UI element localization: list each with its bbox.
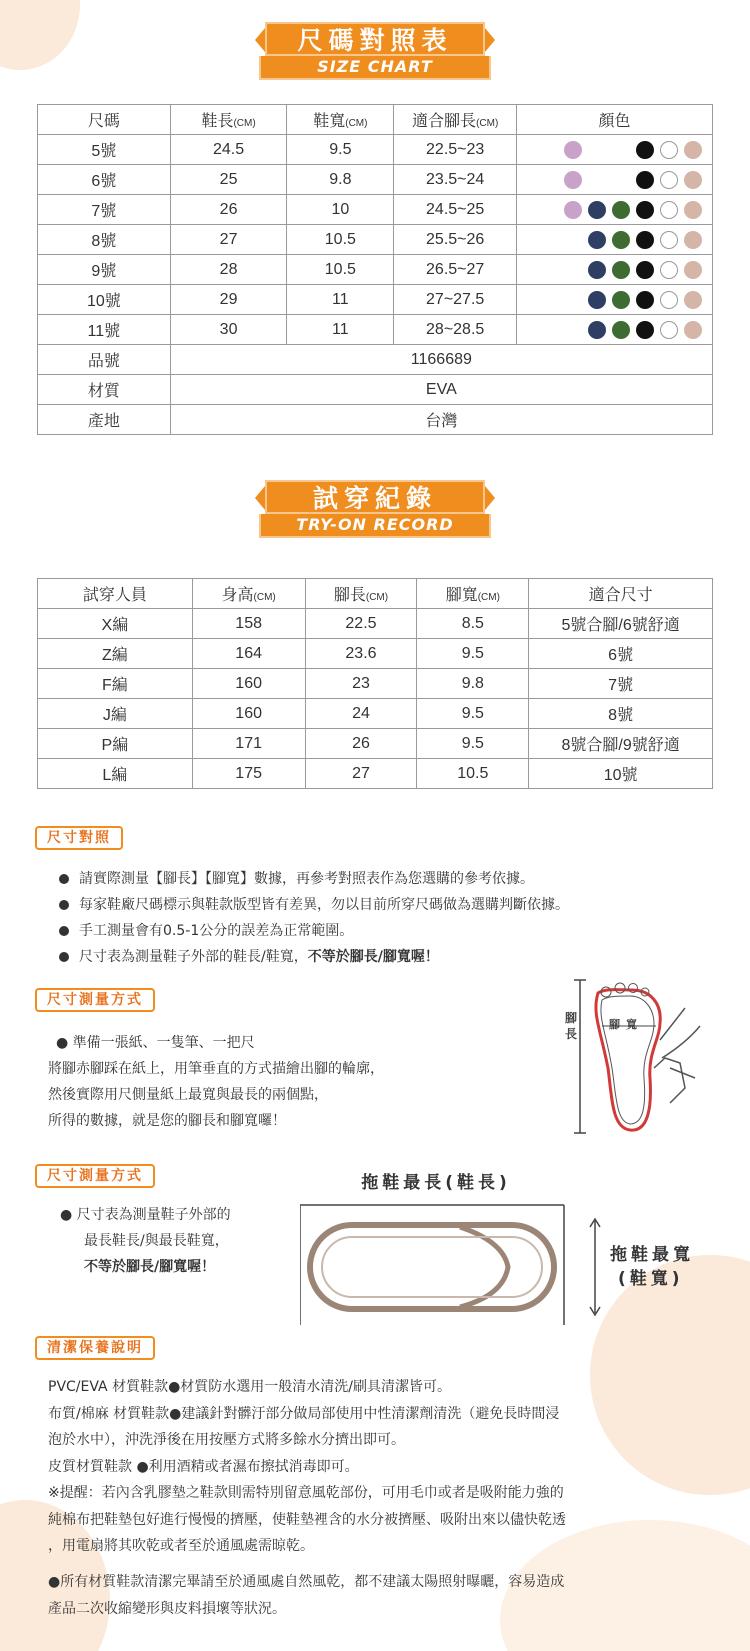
color-swatch — [660, 141, 678, 159]
size-cell-size: 9號 — [38, 255, 171, 285]
color-swatch — [636, 291, 654, 309]
tryon-header-2: 腳長(CM) — [305, 579, 417, 609]
care-tag: 清潔保養說明 — [35, 1336, 155, 1360]
info-value: 台灣 — [170, 405, 712, 435]
size-header-3: 適合腳長(CM) — [394, 105, 517, 135]
color-swatches — [517, 285, 713, 315]
color-swatch — [564, 141, 582, 159]
table-row — [38, 609, 713, 639]
measure1-line-2: 將腳赤腳踩在紙上，用筆垂直的方式描繪出腳的輪廓， — [48, 1061, 384, 1077]
size-chart-subtitle: SIZE CHART — [259, 56, 491, 80]
table-row — [38, 699, 713, 729]
list-item: 手工測量會有0.5-1公分的誤差為正常範圍。 — [55, 918, 715, 944]
size-chart-banner — [259, 22, 491, 84]
size-header-1: 鞋長(CM) — [170, 105, 287, 135]
color-swatch — [684, 321, 702, 339]
color-swatches — [517, 225, 713, 255]
info-label: 材質 — [38, 375, 171, 405]
color-swatches — [517, 195, 713, 225]
size-cell-foot: 28~28.5 — [394, 315, 517, 345]
size-cell-foot: 22.5~23 — [394, 135, 517, 165]
table-row — [38, 315, 713, 345]
color-swatch — [636, 141, 654, 159]
table-row — [38, 195, 713, 225]
tryon-cell-height: 171 — [192, 729, 305, 759]
color-swatch — [684, 201, 702, 219]
tryon-cell-height: 158 — [192, 609, 305, 639]
tryon-header-4: 適合尺寸 — [529, 579, 713, 609]
color-swatch — [588, 201, 606, 219]
color-swatch — [612, 321, 630, 339]
list-item: 尺寸表為測量鞋子外部的鞋長/鞋寬，不等於腳長/腳寬喔！ — [55, 944, 715, 970]
tryon-cell-foot_width: 9.5 — [417, 699, 529, 729]
slipper-width-label-1: 拖鞋最寬 — [610, 1245, 694, 1265]
size-cell-width: 9.8 — [287, 165, 394, 195]
color-swatch — [660, 321, 678, 339]
tryon-cell-foot_length: 27 — [305, 759, 417, 789]
color-swatch — [612, 291, 630, 309]
care-line: 純棉布把鞋墊包好進行慢慢的擠壓，使鞋墊裡含的水分被擠壓、吸附出來以儘快乾透 — [48, 1511, 566, 1528]
tryon-cell-person: P編 — [38, 729, 193, 759]
info-value: EVA — [170, 375, 712, 405]
size-cell-width: 11 — [287, 285, 394, 315]
color-swatch — [588, 231, 606, 249]
color-swatch — [684, 141, 702, 159]
table-row — [38, 285, 713, 315]
size-cell-width: 10.5 — [287, 255, 394, 285]
color-swatch — [684, 171, 702, 189]
tryon-header-3: 腳寬(CM) — [417, 579, 529, 609]
measure1-tag: 尺寸測量方式 — [35, 988, 155, 1012]
tryon-cell-height: 160 — [192, 699, 305, 729]
size-cell-width: 10.5 — [287, 225, 394, 255]
size-chart-title: 尺碼對照表 — [297, 26, 453, 55]
foot-width-label: 腳寬 — [609, 1018, 643, 1031]
tryon-cell-foot_width: 9.8 — [417, 669, 529, 699]
color-swatch — [612, 231, 630, 249]
info-row — [38, 345, 713, 375]
tryon-cell-person: Z編 — [38, 639, 193, 669]
size-chart-table — [37, 104, 713, 435]
tryon-cell-foot_length: 23.6 — [305, 639, 417, 669]
size-cell-foot: 25.5~26 — [394, 225, 517, 255]
size-cell-width: 10 — [287, 195, 394, 225]
size-cell-foot: 24.5~25 — [394, 195, 517, 225]
tryon-cell-fit: 8號合腳/9號舒適 — [529, 729, 713, 759]
info-row — [38, 375, 713, 405]
color-swatch — [564, 201, 582, 219]
size-cell-length: 25 — [170, 165, 287, 195]
color-swatch — [636, 231, 654, 249]
size-header-2: 鞋寬(CM) — [287, 105, 394, 135]
size-cell-width: 9.5 — [287, 135, 394, 165]
color-swatch — [684, 261, 702, 279]
tryon-header-0: 試穿人員 — [38, 579, 193, 609]
color-swatch — [588, 291, 606, 309]
color-swatch — [612, 201, 630, 219]
color-swatch — [636, 321, 654, 339]
color-swatch — [684, 231, 702, 249]
color-swatch — [612, 261, 630, 279]
tryon-cell-foot_length: 23 — [305, 669, 417, 699]
care-final-line: ●所有材質鞋款清潔完畢請至於通風處自然風乾，都不建議太陽照射曝曬，容易造成 — [48, 1574, 565, 1590]
tryon-cell-foot_width: 9.5 — [417, 639, 529, 669]
color-swatch — [660, 291, 678, 309]
measure1-line-3: 然後實際用尺側量紙上最寬與最長的兩個點， — [48, 1087, 328, 1103]
color-swatches — [517, 135, 713, 165]
color-swatch — [588, 261, 606, 279]
tryon-title: 試穿紀錄 — [312, 484, 437, 513]
size-header-4: 顏色 — [517, 105, 713, 135]
table-row — [38, 165, 713, 195]
color-swatch — [636, 261, 654, 279]
decor-blob-top-left — [0, 0, 80, 70]
tryon-cell-person: J編 — [38, 699, 193, 729]
color-swatch — [588, 321, 606, 339]
tryon-cell-person: X編 — [38, 609, 193, 639]
tryon-cell-height: 164 — [192, 639, 305, 669]
table-row — [38, 639, 713, 669]
info-row — [38, 405, 713, 435]
tryon-header-1: 身高(CM) — [192, 579, 305, 609]
tryon-cell-foot_length: 22.5 — [305, 609, 417, 639]
table-row — [38, 255, 713, 285]
size-notes-tag: 尺寸對照 — [35, 826, 123, 850]
slipper-length-label: 拖鞋最長(鞋長) — [338, 1170, 534, 1196]
size-cell-size: 6號 — [38, 165, 171, 195]
color-swatch — [684, 291, 702, 309]
measure1-line-1: ● 準備一張紙、一隻筆、一把尺 — [48, 1030, 528, 1056]
tryon-cell-foot_width: 9.5 — [417, 729, 529, 759]
color-swatch — [564, 171, 582, 189]
size-cell-length: 28 — [170, 255, 287, 285]
info-label: 品號 — [38, 345, 171, 375]
care-line: 皮質材質鞋款 ●利用酒精或者濕布擦拭消毒即可。 — [48, 1458, 359, 1475]
color-swatch — [660, 261, 678, 279]
size-cell-length: 29 — [170, 285, 287, 315]
measure1-text — [48, 1030, 528, 1134]
table-row — [38, 225, 713, 255]
measure2-text — [60, 1202, 300, 1280]
tryon-cell-foot_width: 10.5 — [417, 759, 529, 789]
tryon-cell-person: L編 — [38, 759, 193, 789]
foot-outline-illustration — [520, 968, 720, 1148]
foot-length-label: 腳長 — [565, 1011, 578, 1041]
care-text — [48, 1374, 718, 1560]
care-line: 泡於水中），沖洗淨後在用按壓方式將多餘水分擠出即可。 — [48, 1432, 405, 1448]
color-swatches — [517, 255, 713, 285]
tryon-cell-fit: 8號 — [529, 699, 713, 729]
care-final-line: 產品二次收縮變形與皮料損壞等狀況。 — [48, 1600, 286, 1617]
tryon-cell-height: 160 — [192, 669, 305, 699]
size-cell-size: 8號 — [38, 225, 171, 255]
tryon-cell-fit: 7號 — [529, 669, 713, 699]
measure2-line-1: ● 尺寸表為測量鞋子外部的 — [60, 1202, 300, 1228]
table-row — [38, 669, 713, 699]
size-cell-length: 24.5 — [170, 135, 287, 165]
size-cell-length: 30 — [170, 315, 287, 345]
size-cell-size: 7號 — [38, 195, 171, 225]
tryon-cell-height: 175 — [192, 759, 305, 789]
care-line: ，用電扇將其吹乾或者至於通風處需晾乾。 — [48, 1538, 314, 1554]
size-notes-list — [55, 866, 715, 970]
tryon-banner — [259, 480, 491, 542]
color-swatches — [517, 315, 713, 345]
tryon-subtitle: TRY-ON RECORD — [259, 514, 491, 538]
slipper-width-label-2: (鞋寬) — [618, 1269, 684, 1289]
care-line: 布質/棉麻 材質鞋款●建議針對髒汙部分做局部使用中性清潔劑清洗（避免長時間浸 — [48, 1405, 560, 1422]
info-value: 1166689 — [170, 345, 712, 375]
tryon-cell-foot_width: 8.5 — [417, 609, 529, 639]
tryon-table — [37, 578, 713, 789]
color-swatches — [517, 165, 713, 195]
tryon-cell-fit: 10號 — [529, 759, 713, 789]
size-cell-size: 5號 — [38, 135, 171, 165]
color-swatch — [660, 231, 678, 249]
care-line: PVC/EVA 材質鞋款●材質防水選用一般清水清洗/刷具清潔皆可。 — [48, 1379, 451, 1395]
slipper-illustration — [300, 1175, 620, 1325]
tryon-cell-person: F編 — [38, 669, 193, 699]
size-cell-width: 11 — [287, 315, 394, 345]
table-row — [38, 759, 713, 789]
size-cell-size: 10號 — [38, 285, 171, 315]
care-line: ※提醒：若內含乳膠墊之鞋款則需特別留意風乾部份，可用毛巾或者是吸附能力強的 — [48, 1485, 564, 1501]
size-cell-size: 11號 — [38, 315, 171, 345]
color-swatch — [660, 171, 678, 189]
size-cell-foot: 27~27.5 — [394, 285, 517, 315]
info-label: 產地 — [38, 405, 171, 435]
tryon-cell-foot_length: 26 — [305, 729, 417, 759]
measure2-line-3: 不等於腳長/腳寬喔！ — [84, 1259, 216, 1275]
table-row — [38, 729, 713, 759]
measure1-line-4: 所得的數據，就是您的腳長和腳寬囉！ — [48, 1113, 286, 1129]
size-cell-foot: 23.5~24 — [394, 165, 517, 195]
color-swatch — [636, 201, 654, 219]
size-header-0: 尺碼 — [38, 105, 171, 135]
measure2-tag: 尺寸測量方式 — [35, 1164, 155, 1188]
size-cell-length: 27 — [170, 225, 287, 255]
measure2-line-2: 最長鞋長/與最長鞋寬， — [84, 1233, 229, 1249]
list-item: 每家鞋廠尺碼標示與鞋款版型皆有差異，勿以目前所穿尺碼做為選購判斷依據。 — [55, 892, 715, 918]
tryon-cell-foot_length: 24 — [305, 699, 417, 729]
size-cell-foot: 26.5~27 — [394, 255, 517, 285]
list-item: 請實際測量【腳長】【腳寬】數據，再參考對照表作為您選購的參考依據。 — [55, 866, 715, 892]
tryon-cell-fit: 5號合腳/6號舒適 — [529, 609, 713, 639]
color-swatch — [660, 201, 678, 219]
color-swatch — [636, 171, 654, 189]
care-final-text — [48, 1569, 718, 1622]
table-row — [38, 135, 713, 165]
tryon-cell-fit: 6號 — [529, 639, 713, 669]
size-cell-length: 26 — [170, 195, 287, 225]
